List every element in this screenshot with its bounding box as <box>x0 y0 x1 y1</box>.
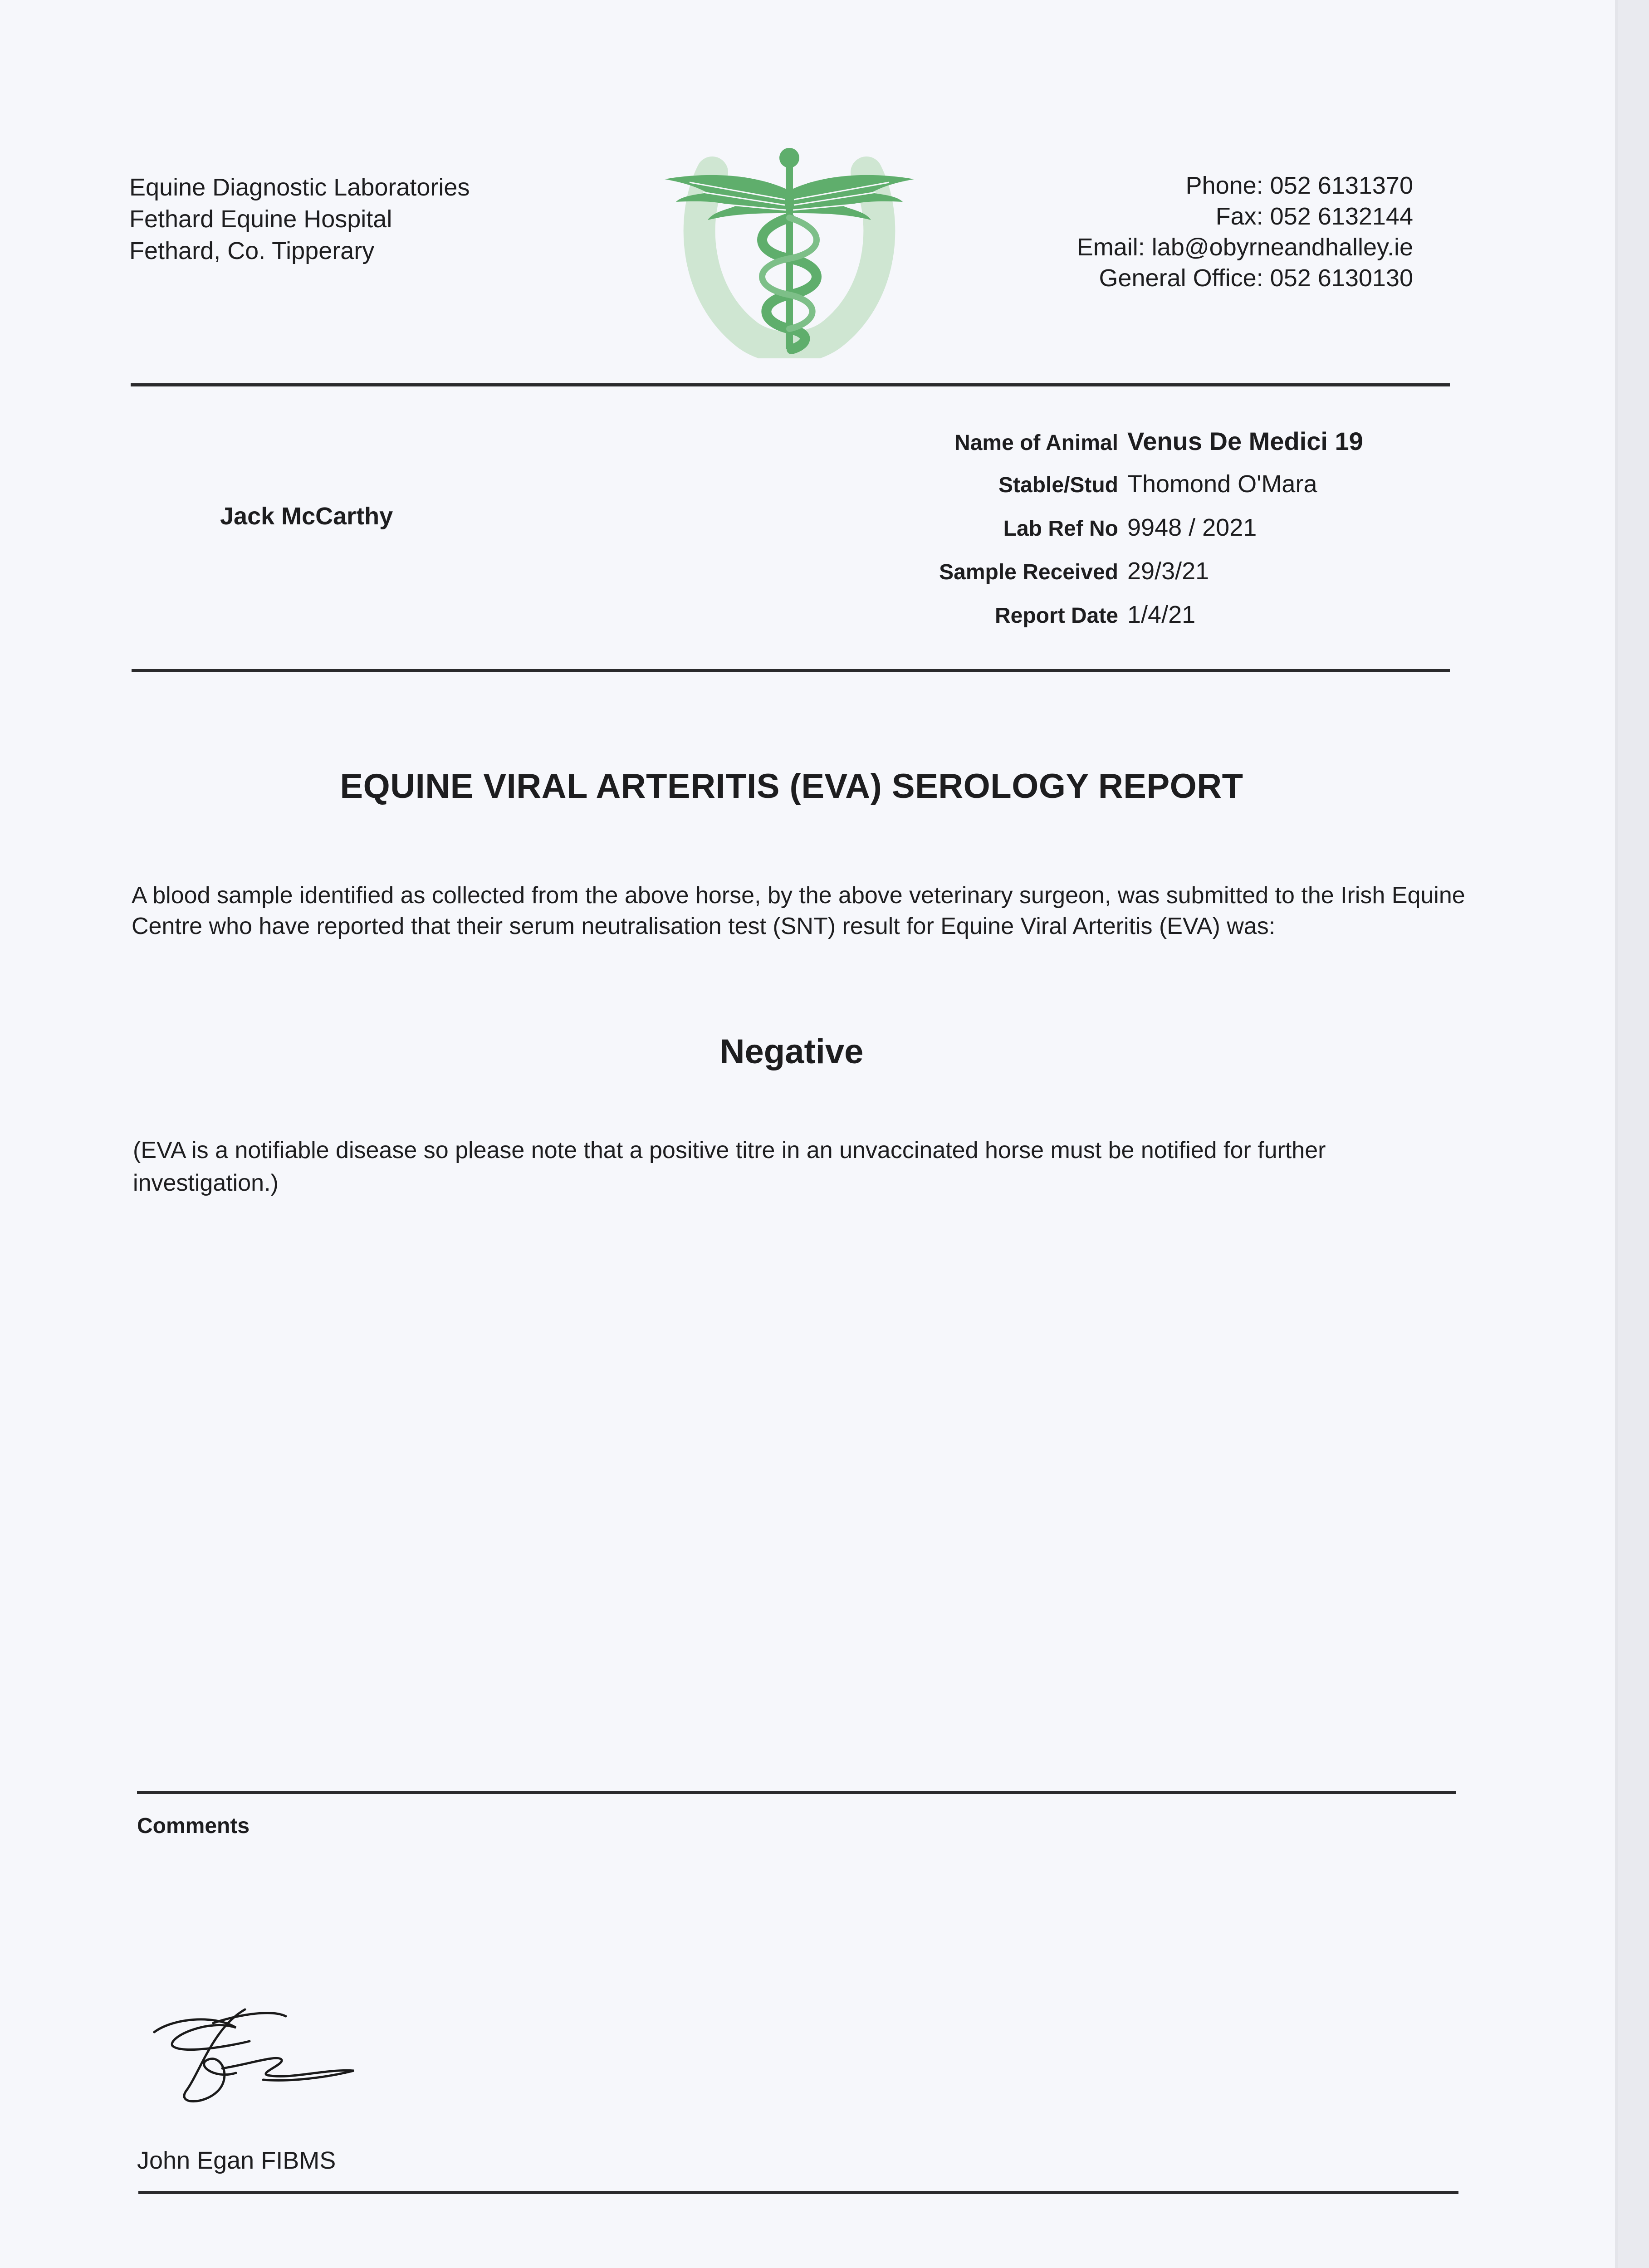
contact-email: Email: lab@obyrneandhalley.ie <box>1076 234 1413 261</box>
scan-edge <box>1618 0 1649 2268</box>
detail-row <box>862 470 1363 513</box>
address-line: Equine Diagnostic Laboratories <box>129 174 470 201</box>
divider <box>137 1791 1456 1794</box>
lab-address <box>129 171 470 267</box>
caduceus-horseshoe-logo <box>662 145 916 358</box>
detail-label: Lab Ref No <box>1003 517 1118 541</box>
detail-value: 29/3/21 <box>1127 557 1209 585</box>
contact-phone: Phone: 052 6131370 <box>1185 172 1413 199</box>
handwritten-signature <box>145 2000 363 2118</box>
report-note: (EVA is a notifiable disease so please note that a positive titre in an unvaccinated horse must be notified for further investigation.) <box>133 1137 1326 1196</box>
detail-row <box>862 513 1363 557</box>
divider <box>131 383 1450 386</box>
animal-details <box>862 426 1363 644</box>
detail-value: Venus De Medici 19 <box>1127 427 1363 455</box>
detail-value: 1/4/21 <box>1127 601 1196 628</box>
detail-label: Sample Received <box>939 560 1118 584</box>
test-result: Negative <box>719 1032 864 1071</box>
contact-fax: Fax: 052 6132144 <box>1215 203 1413 230</box>
recipient-name: Jack McCarthy <box>220 503 393 530</box>
divider <box>138 2191 1458 2194</box>
detail-value: Thomond O'Mara <box>1127 470 1317 498</box>
detail-value: 9948 / 2021 <box>1127 514 1257 541</box>
report-intro: A blood sample identified as collected from the above horse, by the above veterinary surgeon, was submitted to the Irish Equine Centre who have reported that their serum neutralisation test (SNT) result for Equine Viral Arteritis (EVA) was: <box>132 882 1465 939</box>
detail-label: Stable/Stud <box>998 473 1118 497</box>
address-line: Fethard, Co. Tipperary <box>129 237 375 264</box>
lab-contact <box>1077 170 1413 293</box>
comments-label: Comments <box>137 1814 250 1838</box>
detail-row <box>862 557 1363 601</box>
divider <box>132 669 1450 672</box>
detail-label: Name of Animal <box>954 431 1118 455</box>
contact-office: General Office: 052 6130130 <box>1099 264 1413 292</box>
signatory-name: John Egan FIBMS <box>137 2147 336 2174</box>
address-line: Fethard Equine Hospital <box>129 205 392 233</box>
detail-row <box>862 601 1363 644</box>
detail-row <box>862 426 1363 470</box>
detail-label: Report Date <box>994 604 1118 628</box>
report-title: EQUINE VIRAL ARTERITIS (EVA) SEROLOGY REPORT <box>340 767 1243 806</box>
